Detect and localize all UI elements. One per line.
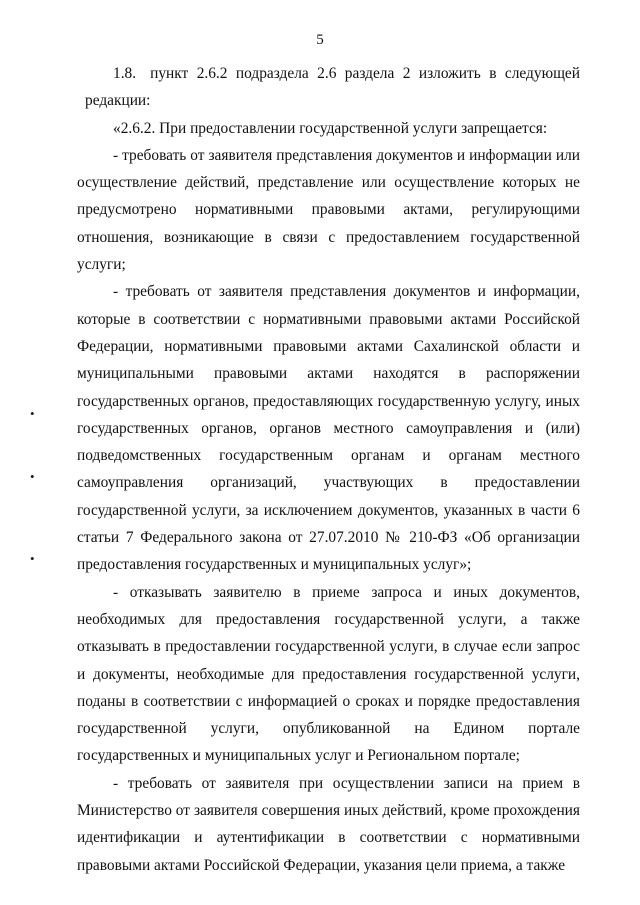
document-body: [77, 60, 580, 879]
page-number: 5: [316, 32, 324, 48]
item-heading: [77, 60, 580, 87]
margin-mark: •: [30, 469, 35, 484]
item-number: 1.8.: [113, 65, 137, 82]
paragraph-item-4: - требовать от заявителя при осуществлении записи на прием в Министерство от заявителя совершения иных действий, кроме прохождения идентификации и аутентификации в соответствии с нормативными правовыми актами Российской Федерации, указания цели приема, а также: [77, 774, 580, 874]
item-heading-text: пункт 2.6.2 подраздела 2.6 раздела 2 изложить в следующей: [150, 65, 580, 82]
paragraph-item-1: - требовать от заявителя представления документов и информации или осуществление действий, представление или осуществление которых не предусмотрено нормативными правовыми актами, регулирующими отношения, возникающие в связи с предоставлением государственной услуги;: [77, 146, 580, 274]
margin-mark: •: [30, 406, 35, 421]
paragraph-item-2: - требовать от заявителя представления документов и информации, которые в соответствии с нормативными правовыми актами Российской Федерации, нормативными правовыми актами Сахалинской области и муниципальными правовыми актами находятся в распоряжении государственных органов, предоставляющих государственную услугу, иных государственных органов, органов местного самоуправления и (или) подведомственных государственным органам и органам местного самоуправления организаций, участвующих в предоставлении государственной услуги, за исключением документов, указанных в части 6 статьи 7 Федерального закона от 27.07.2010 № 210-ФЗ «Об организации предоставления государственных и муниципальных услуг»;: [77, 283, 580, 574]
item-heading-continuation: редакции:: [85, 92, 151, 110]
paragraph-item-3: - отказывать заявителю в приеме запроса и иных документов, необходимых для предоставления государственной услуги, а также отказывать в предоставлении государственной услуги, в случае если запрос и документы, необходимые для предоставления государственной услуги, поданы в соответствии с информацией о сроках и порядке предоставления государственной услуги, опубликованной на Едином портале государственных и муниципальных услуг и Региональном портале;: [77, 583, 580, 765]
margin-mark: •: [30, 551, 35, 566]
paragraph-clause-title: «2.6.2. При предоставлении государственной услуги запрещается:: [113, 119, 548, 137]
